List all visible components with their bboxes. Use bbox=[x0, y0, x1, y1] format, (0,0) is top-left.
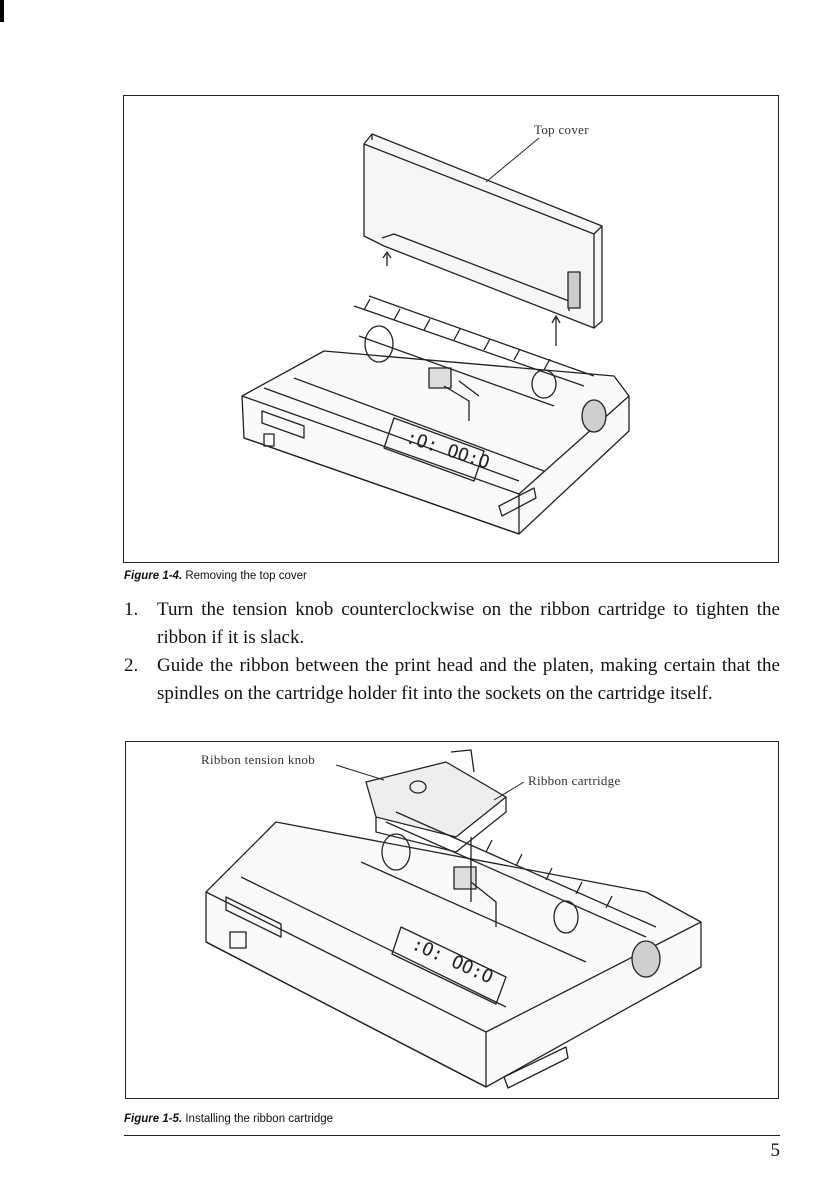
figure-top-cover-removal bbox=[123, 95, 779, 563]
scan-edge-mark bbox=[0, 0, 4, 22]
figure-label: Figure 1-5. bbox=[124, 1113, 183, 1125]
instruction-steps bbox=[124, 596, 780, 708]
printer-illustration-top-cover bbox=[124, 96, 779, 563]
figure-caption-text: Installing the ribbon cartridge bbox=[185, 1113, 334, 1125]
step-item bbox=[124, 596, 780, 652]
svg-text::O: OO:O: :O: OO:O bbox=[403, 426, 493, 474]
figure-caption-text: Removing the top cover bbox=[185, 570, 307, 582]
page-number: 5 bbox=[770, 1140, 780, 1161]
footer-rule bbox=[124, 1135, 780, 1136]
figure-label: Figure 1-4. bbox=[124, 570, 183, 582]
callout-ribbon-cartridge: Ribbon cartridge bbox=[528, 773, 621, 788]
printer-illustration-ribbon-cartridge bbox=[126, 742, 779, 1099]
step-text: Guide the ribbon between the print head and the platen, making certain that the spindles on the cartridge holder fit into the sockets on the cartridge itself. bbox=[157, 655, 780, 704]
step-number: 2. bbox=[124, 655, 139, 676]
step-item bbox=[124, 652, 780, 708]
callout-ribbon-tension-knob: Ribbon tension knob bbox=[201, 752, 316, 767]
figure-caption bbox=[124, 1113, 333, 1125]
callout-top-cover: Top cover bbox=[534, 122, 589, 137]
step-text: Turn the tension knob counterclockwise on the ribbon cartridge to tighten the ribbon if it is slack. bbox=[157, 599, 780, 648]
step-number: 1. bbox=[124, 599, 139, 620]
figure-ribbon-cartridge-install bbox=[125, 741, 779, 1099]
svg-text::O: OO:O: :O: OO:O bbox=[408, 933, 497, 989]
figure-caption bbox=[124, 570, 307, 582]
